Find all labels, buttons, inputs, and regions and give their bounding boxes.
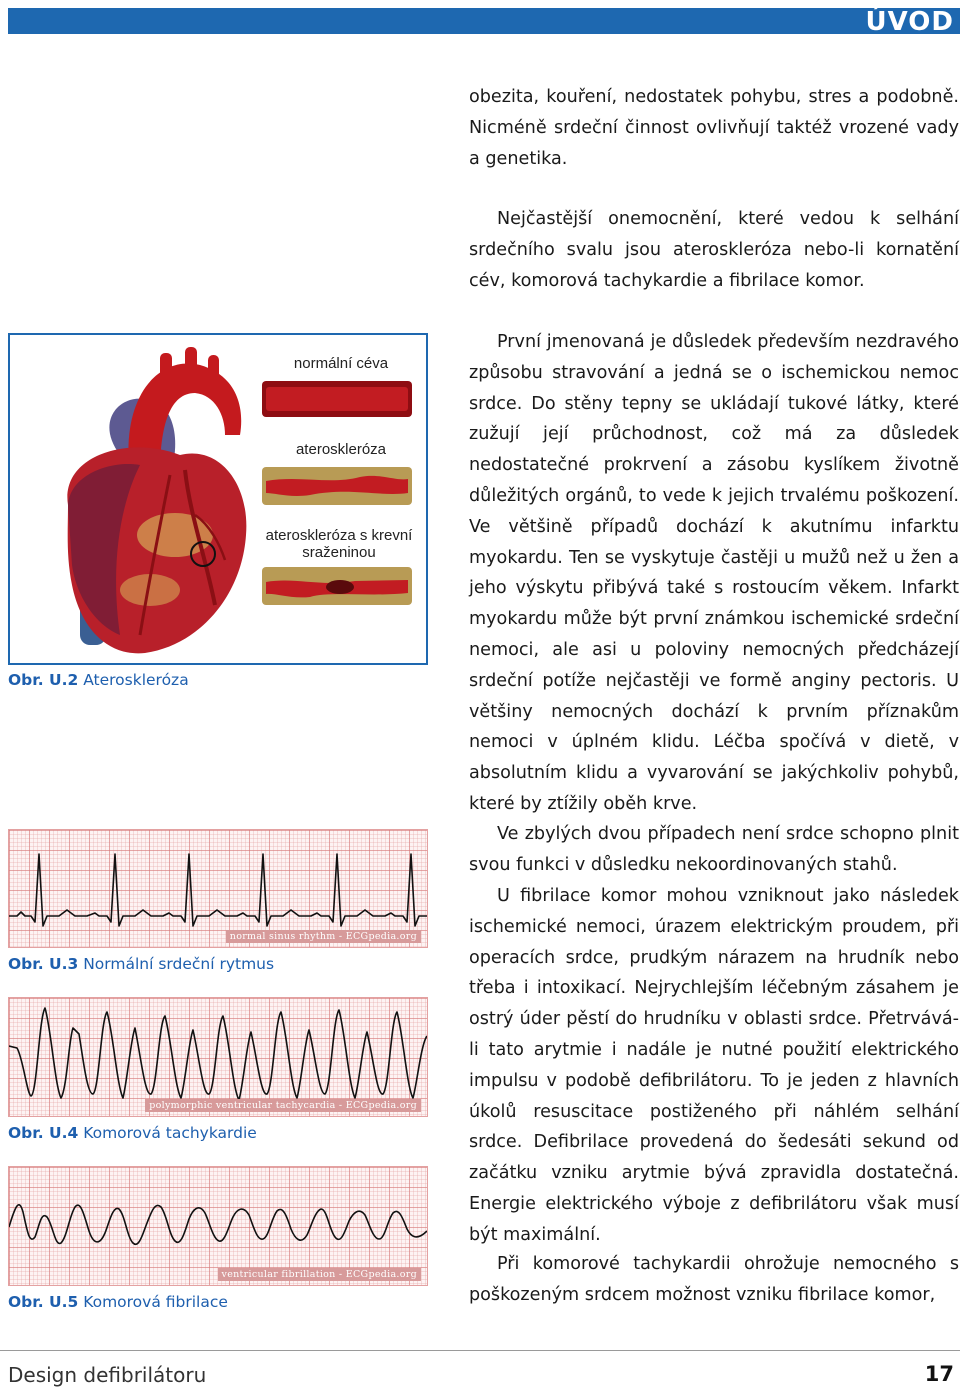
ecg-ventricular-tachycardia	[8, 997, 428, 1117]
footer-divider	[0, 1350, 960, 1351]
ecg-watermark: ventricular fibrillation - ECGpedia.org	[218, 1268, 421, 1281]
ecg-normal-rhythm	[8, 829, 428, 948]
caption-text: Komorová fibrilace	[83, 1293, 228, 1311]
caption-number: Obr. U.5	[8, 1293, 79, 1311]
label-atherosclerosis-clot: ateroskleróza s krevní sraženinou	[265, 527, 413, 561]
caption-u4	[8, 1124, 257, 1142]
paragraph-3: První jmenovaná je důsledek především nezdravého způsobu stravování a jedná se o ischemickou nemoc srdce. Do stěny tepny se ukládají tukové látky, které zužují její průchodnost, což má za důsledek nedostatečné prokrvení a zásobu kyslíkem životně důležitých orgánů, to vede k jejich trvalému poškození. Ve většině případů dochází k akutnímu infarktu myokardu. Ten se vyskytuje častěji u mužů než u žen a jeho výskytu přibývá také s rostoucím věkem. Infarkt myokardu může být první známkou ischemické srdeční nemoci, ale asi u poloviny nemocných předcházejí srdeční potíže nejčastěji ve formě anginy pectoris. U většiny nemocných dochází k prvním příznakům nemoci v úplném klidu. Léčba spočívá v dietě, v absolutním klidu a vyvarování se jakýchkoliv pohybů, které by ztížily oběh krve.	[469, 332, 959, 814]
caption-u2	[8, 671, 189, 689]
aortic-branch-3	[208, 355, 219, 379]
paragraph-1: obezita, kouření, nedostatek pohybu, stres a podobně. Nicméně srdeční činnost ovlivňují taktéž vrozené vady a genetika.	[469, 87, 959, 169]
heart-illustration	[10, 335, 426, 663]
caption-u5	[8, 1293, 228, 1311]
section-title: ÚVOD	[865, 7, 954, 37]
paragraph-6: Při komorové tachykardii ohrožuje nemocného s poškozeným srdcem možnost vzniku fibrilace komor,	[469, 1254, 959, 1305]
label-atherosclerosis: ateroskleróza	[295, 441, 387, 458]
label-normal-artery: normální céva	[293, 355, 389, 372]
paragraph-4: Ve zbylých dvou případech není srdce schopno plnit svou funkci v důsledku nekoordinovaných stahů.	[469, 824, 959, 875]
ecg-watermark: normal sinus rhythm - ECGpedia.org	[226, 930, 421, 943]
caption-u3	[8, 955, 274, 973]
ecg-ventricular-fibrillation	[8, 1166, 428, 1286]
page-number: 17	[924, 1362, 954, 1386]
caption-number: Obr. U.2	[8, 671, 79, 689]
aortic-branch-1	[160, 353, 172, 381]
blood-clot	[326, 580, 354, 594]
paragraph-5: U fibrilace komor mohou vzniknout jako následek ischemické nemoci, úrazem elektrickým proudem, při operacích srdce, prudkým nárazem na hrudník nebo třeba i intoxikací. Nejrychlejším léčebným zásahem je ostrý úder pěstí do hrudníku v oblasti srdce. Přetrvává-li tato arytmie i nadále je nutné použití elektrického impulsu v podobě defibrilátoru. To je jeden z hlavních úkolů resuscitace postiženého při náhlém selhání srdce. Defibrilace provedená do šedesáti sekund od začátku vzniku arytmie bývá zpravidla dostatečná. Energie elektrického výboje z defibrilátoru však musí být maximální.	[469, 886, 959, 1245]
paragraph-2: Nejčastější onemocnění, které vedou k selhání srdečního svalu jsou ateroskleróza nebo-li kornatění cév, komorová tachykardie a fibrilace komor.	[469, 209, 959, 291]
caption-number: Obr. U.4	[8, 1124, 79, 1142]
aortic-branch-2	[185, 347, 197, 373]
normal-artery-lumen	[266, 387, 408, 411]
atherosclerosis-figure	[8, 333, 428, 665]
caption-text: Komorová tachykardie	[83, 1124, 257, 1142]
header-bar	[8, 7, 960, 37]
caption-number: Obr. U.3	[8, 955, 79, 973]
caption-text: Ateroskleróza	[83, 671, 189, 689]
footer-title: Design defibrilátoru	[8, 1363, 207, 1387]
caption-text: Normální srdeční rytmus	[83, 955, 275, 973]
ecg-watermark: polymorphic ventricular tachycardia - ECGpedia.org	[145, 1099, 421, 1112]
